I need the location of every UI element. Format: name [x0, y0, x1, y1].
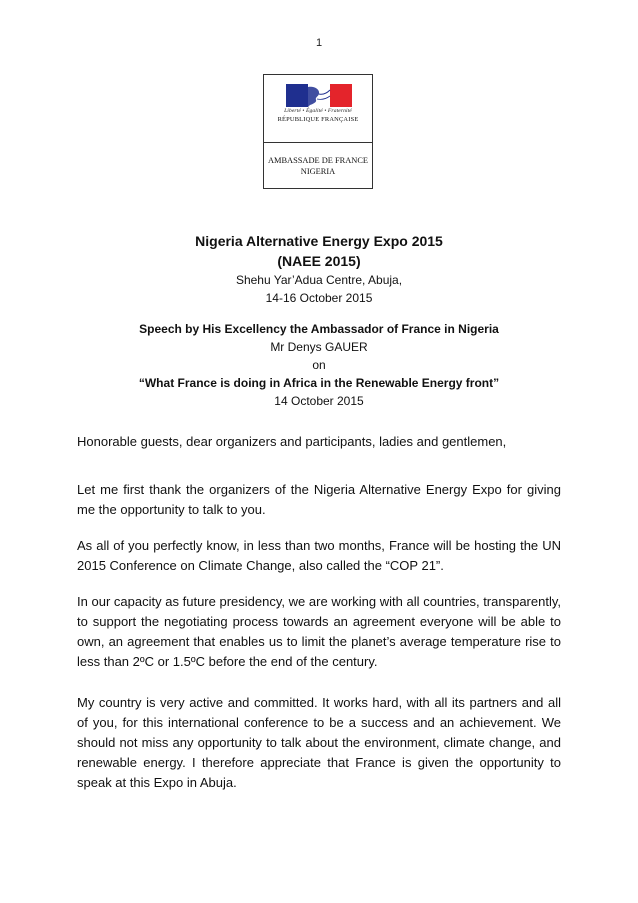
embassy-line2: NIGERIA [300, 167, 336, 176]
event-title: Nigeria Alternative Energy Expo 2015 [195, 233, 443, 249]
embassy-name [264, 155, 372, 177]
event-dates: 14-16 October 2015 [265, 291, 373, 305]
paragraph-presidency: In our capacity as future presidency, we are working with all countries, transparently, to support the negotiating process towards an agreement everyone will be able to own, an agreement that enables us to limit the planet’s average temperature rise to less than 2ºC or 1.5ºC before the end of the century. [77, 594, 561, 669]
speech-attribution: Speech by His Excellency the Ambassador of France in Nigeria [139, 322, 499, 336]
logo-divider [264, 142, 372, 143]
embassy-line1: AMBASSADE DE FRANCE [267, 156, 369, 165]
event-venue: Shehu Yar’Adua Centre, Abuja, [235, 273, 403, 287]
paragraph-commitment: My country is very active and committed. It works hard, with all its partners and all of you, for this international conference to be a success and an achievement. We should not miss any opportunity to talk about the environment, climate change, and renewable energy. I therefore appreciate that France is given the opportunity to speak at this Expo in Abuja. [77, 695, 561, 790]
embassy-logo [263, 74, 373, 189]
on-word: on [312, 358, 326, 372]
speech-topic: “What France is doing in Africa in the Renewable Energy front” [138, 376, 500, 390]
paragraph-thanks: Let me first thank the organizers of the Nigeria Alternative Energy Expo for giving me the opportunity to talk to you. [77, 482, 561, 517]
paragraph-cop21: As all of you perfectly know, in less than two months, France will be hosting the UN 2015 Conference on Climate Change, also called the “COP 21”. [77, 538, 561, 573]
marianne-flag-icon [286, 84, 352, 107]
page-number: 1 [315, 37, 323, 49]
event-acronym: (NAEE 2015) [277, 253, 361, 269]
paragraph-greeting: Honorable guests, dear organizers and participants, ladies and gentlemen, [77, 434, 507, 449]
speech-date: 14 October 2015 [274, 394, 364, 408]
marianne-block [264, 75, 372, 141]
republic-motto: Liberté • Égalité • Fraternité [284, 108, 352, 114]
speaker-name: Mr Denys GAUER [270, 340, 368, 354]
republic-name: RÉPUBLIQUE FRANÇAISE [277, 116, 359, 123]
